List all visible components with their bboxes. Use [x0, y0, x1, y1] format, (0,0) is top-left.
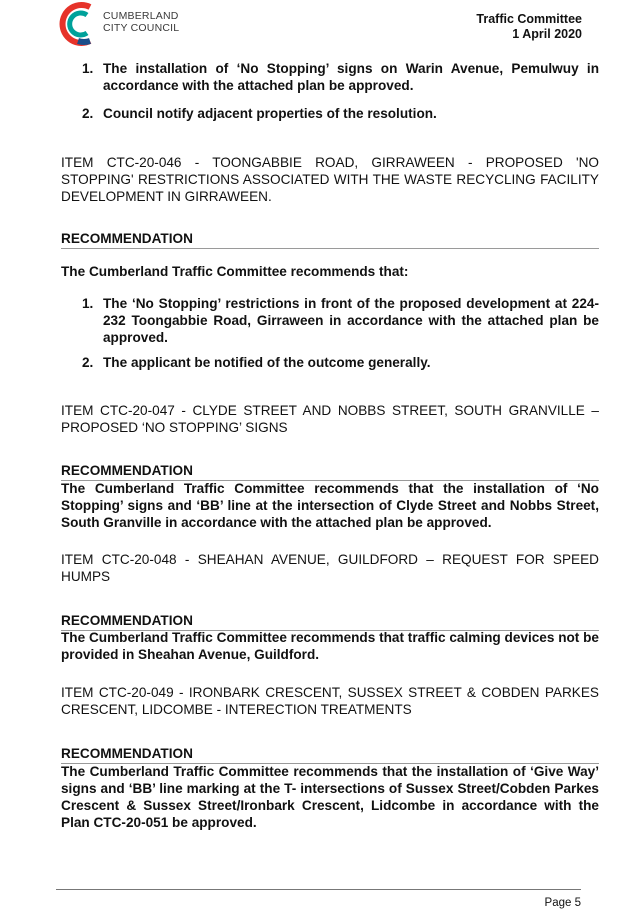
- item-title-046: ITEM CTC-20-046 - TOONGABBIE ROAD, GIRRAWEEN - PROPOSED 'NO STOPPING' RESTRICTIONS ASSOCIATED WITH THE WASTE RECYCLING FACILITY DEVELOPMENT IN GIRRAWEEN.: [61, 155, 599, 204]
- logo-accent-arc: [78, 41, 90, 42]
- recommendation-heading: RECOMMENDATION: [61, 745, 599, 764]
- list-item: [0, 60, 637, 94]
- recommendation-text: The Cumberland Traffic Committee recommends that the installation of ‘Give Way’ signs and ‘BB’ line marking at the T- intersections of Sussex Street/Cobden Parkes Crescent & Sussex Street/Ironbark Crescent, Lidcombe in accordance with the Plan CTC-20-051 be approved.: [61, 764, 599, 830]
- logo-outer-arc: [63, 5, 90, 43]
- list-number: 1.: [82, 296, 94, 311]
- list-number: 2.: [82, 106, 94, 121]
- item-title-048: ITEM CTC-20-048 - SHEAHAN AVENUE, GUILDFORD – REQUEST FOR SPEED HUMPS: [61, 552, 599, 584]
- doc-date: 1 April 2020: [512, 27, 582, 41]
- page-number: Page 5: [544, 897, 581, 909]
- document-header: [476, 12, 582, 42]
- recommendation-heading: RECOMMENDATION: [61, 612, 599, 631]
- recommendation-intro: The Cumberland Traffic Committee recommends that:: [61, 264, 409, 279]
- doc-title: Traffic Committee: [476, 12, 582, 26]
- logo-line-2: CITY COUNCIL: [103, 22, 180, 34]
- recommendation-text: The Cumberland Traffic Committee recommends that traffic calming devices not be provided in Sheahan Avenue, Guildford.: [61, 630, 599, 662]
- list-text: The applicant be notified of the outcome generally.: [103, 355, 431, 370]
- list-text: The ‘No Stopping’ restrictions in front of the proposed development at 224-232 Toongabbie Road, Girraween in accordance with the attached plan be approved.: [103, 296, 599, 345]
- list-item: [0, 354, 637, 371]
- list-number: 1.: [82, 61, 94, 76]
- recommendation-heading: RECOMMENDATION: [61, 462, 599, 481]
- list-item: [0, 295, 637, 346]
- logo-inner-arc: [70, 13, 87, 35]
- list-item: [0, 105, 637, 122]
- item-title-049: ITEM CTC-20-049 - IRONBARK CRESCENT, SUSSEX STREET & COBDEN PARKES CRESCENT, LIDCOMBE - INTERECTION TREATMENTS: [61, 685, 599, 717]
- list-text: The installation of ‘No Stopping’ signs on Warin Avenue, Pemulwuy in accordance with the attached plan be approved.: [103, 61, 599, 93]
- list-number: 2.: [82, 355, 94, 370]
- item-title-047: ITEM CTC-20-047 - CLYDE STREET AND NOBBS STREET, SOUTH GRANVILLE – PROPOSED ‘NO STOPPING’ SIGNS: [61, 403, 599, 435]
- footer-divider: [56, 889, 581, 890]
- recommendation-text: The Cumberland Traffic Committee recommends that the installation of ‘No Stopping’ signs and ‘BB’ line at the intersection of Clyde Street and Nobbs Street, South Granville in accordance with the attached plan be approved.: [61, 481, 599, 530]
- list-text: Council notify adjacent properties of the resolution.: [103, 106, 437, 121]
- logo-wordmark: [103, 10, 179, 34]
- logo-line-1: CUMBERLAND: [103, 10, 179, 22]
- recommendation-heading: RECOMMENDATION: [61, 230, 599, 249]
